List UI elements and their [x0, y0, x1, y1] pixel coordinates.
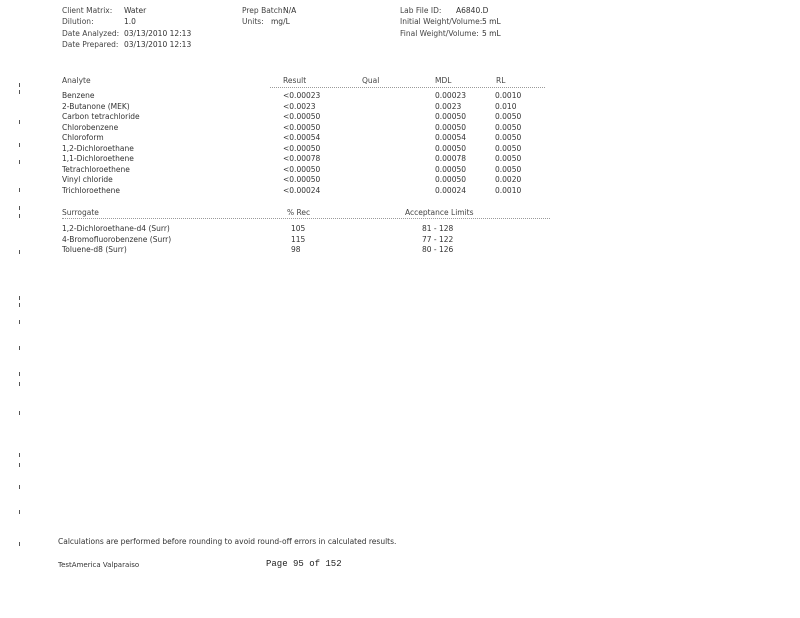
acceptance-limits-column-header: Acceptance Limits [405, 208, 474, 217]
date-analyzed-label: Date Analyzed: [62, 29, 120, 38]
surrogate-rec: 105 [291, 224, 306, 233]
analyte-mdl: 0.00050 [435, 112, 467, 121]
analyte-rl: 0.010 [495, 101, 517, 111]
analyte-mdl: 0.00024 [435, 185, 467, 195]
surrogate-rec: 98 [291, 245, 301, 254]
initial-weight-label: Initial Weight/Volume: [400, 17, 483, 26]
lab-file-id-label: Lab File ID: [400, 6, 442, 15]
analyte-mdl: 0.00050 [435, 143, 467, 153]
analyte-result: <0.0023 [283, 101, 316, 111]
analyte-mdl: 0.0023 [435, 101, 462, 111]
analyte-name: Tetrachloroethene [62, 164, 130, 174]
lab-file-id-value: A6840.D [456, 6, 489, 15]
analyte-name: Chloroform [62, 133, 104, 142]
margin-mark [19, 214, 20, 218]
rl-column-header: RL [496, 76, 506, 85]
rec-column-header: % Rec [287, 208, 311, 217]
result-column-header: Result [283, 76, 307, 85]
analyte-name: 2-Butanone (MEK) [62, 101, 130, 111]
surrogate-name: 4-Bromofluorobenzene (Surr) [62, 234, 172, 244]
margin-mark [19, 542, 20, 546]
analyte-mdl: 0.00054 [435, 133, 467, 142]
surrogate-name: Toluene-d8 (Surr) [62, 245, 127, 254]
margin-mark [19, 143, 20, 147]
final-weight-value: 5 mL [482, 29, 501, 38]
units-label: Units: [242, 17, 264, 26]
analyte-rl: 0.0050 [495, 112, 522, 121]
margin-mark [19, 206, 20, 210]
margin-mark [19, 485, 20, 489]
final-weight-label: Final Weight/Volume: [400, 29, 479, 38]
analyte-name: Chlorobenzene [62, 122, 119, 132]
prep-batch-value: N/A [283, 6, 297, 15]
surrogate-limits: 77 - 122 [422, 234, 454, 244]
margin-mark [19, 160, 20, 164]
margin-mark [19, 411, 20, 415]
margin-mark [19, 382, 20, 386]
analyte-mdl: 0.00078 [435, 154, 467, 163]
margin-mark [19, 510, 20, 514]
units-value: mg/L [271, 17, 290, 26]
analyte-rl: 0.0050 [495, 154, 522, 163]
analyte-result: <0.00050 [283, 164, 321, 174]
surrogate-limits: 81 - 128 [422, 224, 454, 233]
analyte-result: <0.00050 [283, 175, 321, 184]
lab-name: TestAmerica Valparaiso [58, 561, 140, 569]
analyte-result: <0.00024 [283, 185, 321, 195]
client-matrix-value: Water [124, 6, 147, 15]
analyte-rl: 0.0050 [495, 164, 522, 174]
analyte-rl: 0.0010 [495, 185, 522, 195]
analyte-mdl: 0.00023 [435, 91, 467, 100]
margin-mark [19, 453, 20, 457]
analyte-name: Carbon tetrachloride [62, 112, 140, 121]
calculation-note: Calculations are performed before rounding to avoid round-off errors in calculated results. [58, 537, 397, 546]
analyte-rl: 0.0050 [495, 133, 522, 142]
date-analyzed-value: 03/13/2010 12:13 [124, 29, 192, 38]
analyte-name: 1,2-Dichloroethane [62, 143, 134, 153]
surrogate-name: 1,2-Dichloroethane-d4 (Surr) [62, 224, 170, 233]
surrogate-rec: 115 [291, 234, 306, 244]
analyte-rl: 0.0050 [495, 122, 522, 132]
analyte-column-header: Analyte [62, 76, 91, 85]
date-prepared-label: Date Prepared: [62, 40, 119, 49]
margin-mark [19, 346, 20, 350]
surrogate-column-header: Surrogate [62, 208, 99, 217]
margin-mark [19, 250, 20, 254]
margin-mark [19, 303, 20, 307]
mdl-column-header: MDL [435, 76, 452, 85]
analyte-name: 1,1-Dichloroethene [62, 154, 134, 163]
analyte-name: Benzene [62, 91, 95, 100]
margin-mark [19, 296, 20, 300]
margin-mark [19, 83, 20, 87]
qual-column-header: Qual [362, 76, 380, 85]
client-matrix-label: Client Matrix: [62, 6, 113, 15]
dilution-label: Dilution: [62, 17, 94, 26]
analyte-header-rule [270, 87, 545, 88]
page-number: Page 95 of 152 [266, 559, 342, 569]
analyte-result: <0.00050 [283, 143, 321, 153]
margin-mark [19, 90, 20, 94]
initial-weight-value: 5 mL [482, 17, 501, 26]
analyte-rl: 0.0010 [495, 91, 522, 100]
margin-mark [19, 120, 20, 124]
margin-mark [19, 320, 20, 324]
analyte-name: Trichloroethene [62, 185, 120, 195]
analyte-result: <0.00023 [283, 91, 321, 100]
surrogate-limits: 80 - 126 [422, 245, 454, 254]
analyte-result: <0.00050 [283, 112, 321, 121]
date-prepared-value: 03/13/2010 12:13 [124, 40, 192, 49]
analyte-mdl: 0.00050 [435, 164, 467, 174]
analyte-rl: 0.0050 [495, 143, 522, 153]
margin-mark [19, 372, 20, 376]
surrogate-header-rule [62, 218, 550, 219]
analyte-result: <0.00078 [283, 154, 321, 163]
analyte-mdl: 0.00050 [435, 175, 467, 184]
analyte-mdl: 0.00050 [435, 122, 467, 132]
dilution-value: 1.0 [124, 17, 136, 26]
analyte-result: <0.00054 [283, 133, 321, 142]
analyte-rl: 0.0020 [495, 175, 522, 184]
analyte-name: Vinyl chloride [62, 175, 113, 184]
prep-batch-label: Prep Batch: [242, 6, 286, 15]
analyte-result: <0.00050 [283, 122, 321, 132]
margin-mark [19, 188, 20, 192]
margin-mark [19, 463, 20, 467]
